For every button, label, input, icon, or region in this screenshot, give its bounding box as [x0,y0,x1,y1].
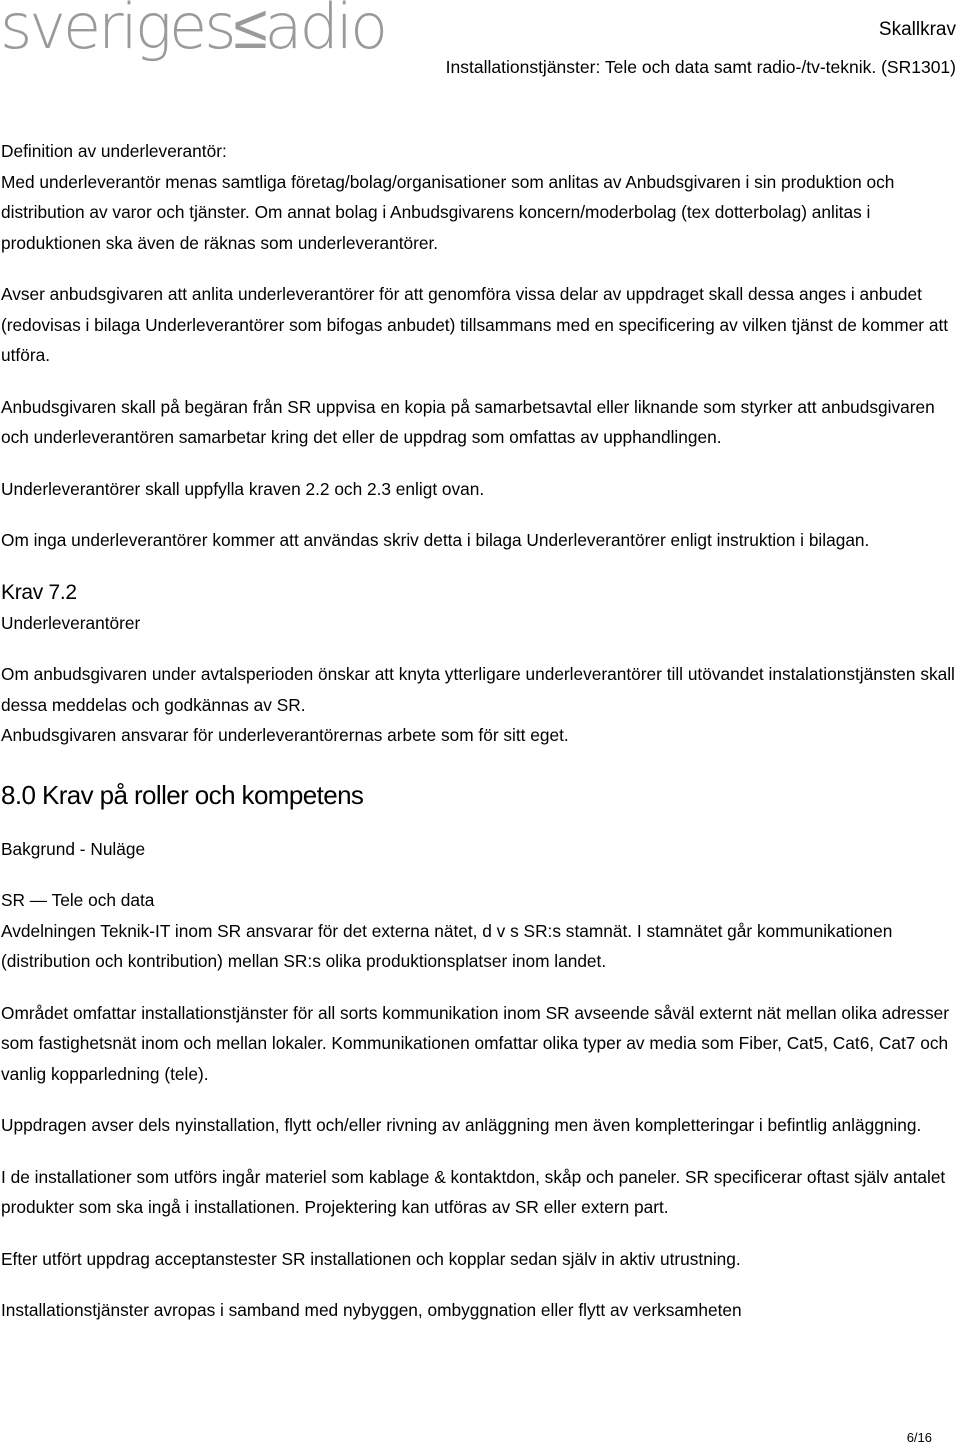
paragraph-uppdragen: Uppdragen avser dels nyinstallation, flytt och/eller rivning av anläggning men även kompletteringar i befintlig anläggning. [1,1115,922,1135]
paragraph-omradet: Området omfattar installationstjänster för all sorts kommunikation inom SR avseende såväl externt nät mellan olika adresser som fastighetsnät inom och mellan lokaler. Kommunikationen omfattar olika typer av media som Fiber, Cat5, Cat6, Cat7 och vanlig kopparledning (tele). [1,1002,950,1084]
section-heading: 8.0 Krav på roller och kompetens [1,779,364,810]
page-header [0,0,960,80]
document-label: Skallkrav [878,19,956,40]
bakgrund-label: Bakgrund - Nuläge [1,838,146,859]
paragraph-avser: Avser anbudsgivaren att anlita underleverantörer för att genomföra vissa delar av uppdraget skall dessa anges i anbudet (redovisas i bilaga Underleverantörer som bifogas anbudet) tillsammans med en specificering av vilken tjänst de kommer att utföra. [1,284,949,365]
definition-text: Med underleverantör menas samtliga företag/bolag/organisationer som anlitas av Anbudsgivaren i sin produktion och distribution av varor och tjänster. Om annat bolag i Anbudsgivarens koncern/moderbolag (tex dotterbolag) anlitas i produktionen ska även de räknas som underleverantörer. [1,171,895,253]
sr-tele-label: SR — Tele och data [1,890,155,910]
paragraph-inga: Om inga underleverantörer kommer att användas skriv detta i bilaga Underleverantörer enligt instruktion i bilagan. [1,530,870,550]
sveriges-radio-logo: sveriges≤adio [0,0,386,63]
page-number: 6/16 [906,1430,932,1445]
paragraph-avtal-1: Om anbudsgivaren under avtalsperioden önskar att knyta ytterligare underleverantörer till utövandet instalationstjänsten skall dessa meddelas och godkännas av SR. [1,664,955,715]
paragraph-avropas: Installationstjänster avropas i samband med nybyggen, ombyggnation eller flytt av verksamheten [1,1300,742,1320]
paragraph-efter: Efter utfört uppdrag acceptanstester SR installationen och kopplar sedan själv in aktiv utrustning. [1,1248,741,1269]
krav-heading: Krav 7.2 [1,580,77,604]
paragraph-uppfylla: Underleverantörer skall uppfylla kraven 2.2 och 2.3 enligt ovan. [1,478,485,499]
krav-subtitle: Underleverantörer [1,612,141,633]
paragraph-installationer: I de installationer som utförs ingår materiel som kablage & kontaktdon, skåp och paneler. SR specificerar oftast själv antalet produkter som ska ingå i installationen. Projektering kan utföras av SR eller extern part. [1,1166,946,1217]
document-body [1,136,956,1326]
paragraph-avdelning: Avdelningen Teknik-IT inom SR ansvarar för det externa nätet, d v s SR:s stamnät. I stamnätet går kommunikationen (distribution och kontribution) mellan SR:s olika produktionsplatser inom landet. [1,920,893,971]
paragraph-begaran: Anbudsgivaren skall på begäran från SR uppvisa en kopia på samarbetsavtal eller liknande som styrker att anbudsgivaren och underleverantören samarbetar kring det eller de uppdrag som omfattas av upphandlingen. [1,396,935,447]
definition-title: Definition av underleverantör: [1,141,227,161]
paragraph-avtal-2: Anbudsgivaren ansvarar för underleverantörernas arbete som för sitt eget. [1,725,569,745]
document-subtitle: Installationstjänster: Tele och data samt radio-/tv-teknik. (SR1301) [445,57,956,77]
